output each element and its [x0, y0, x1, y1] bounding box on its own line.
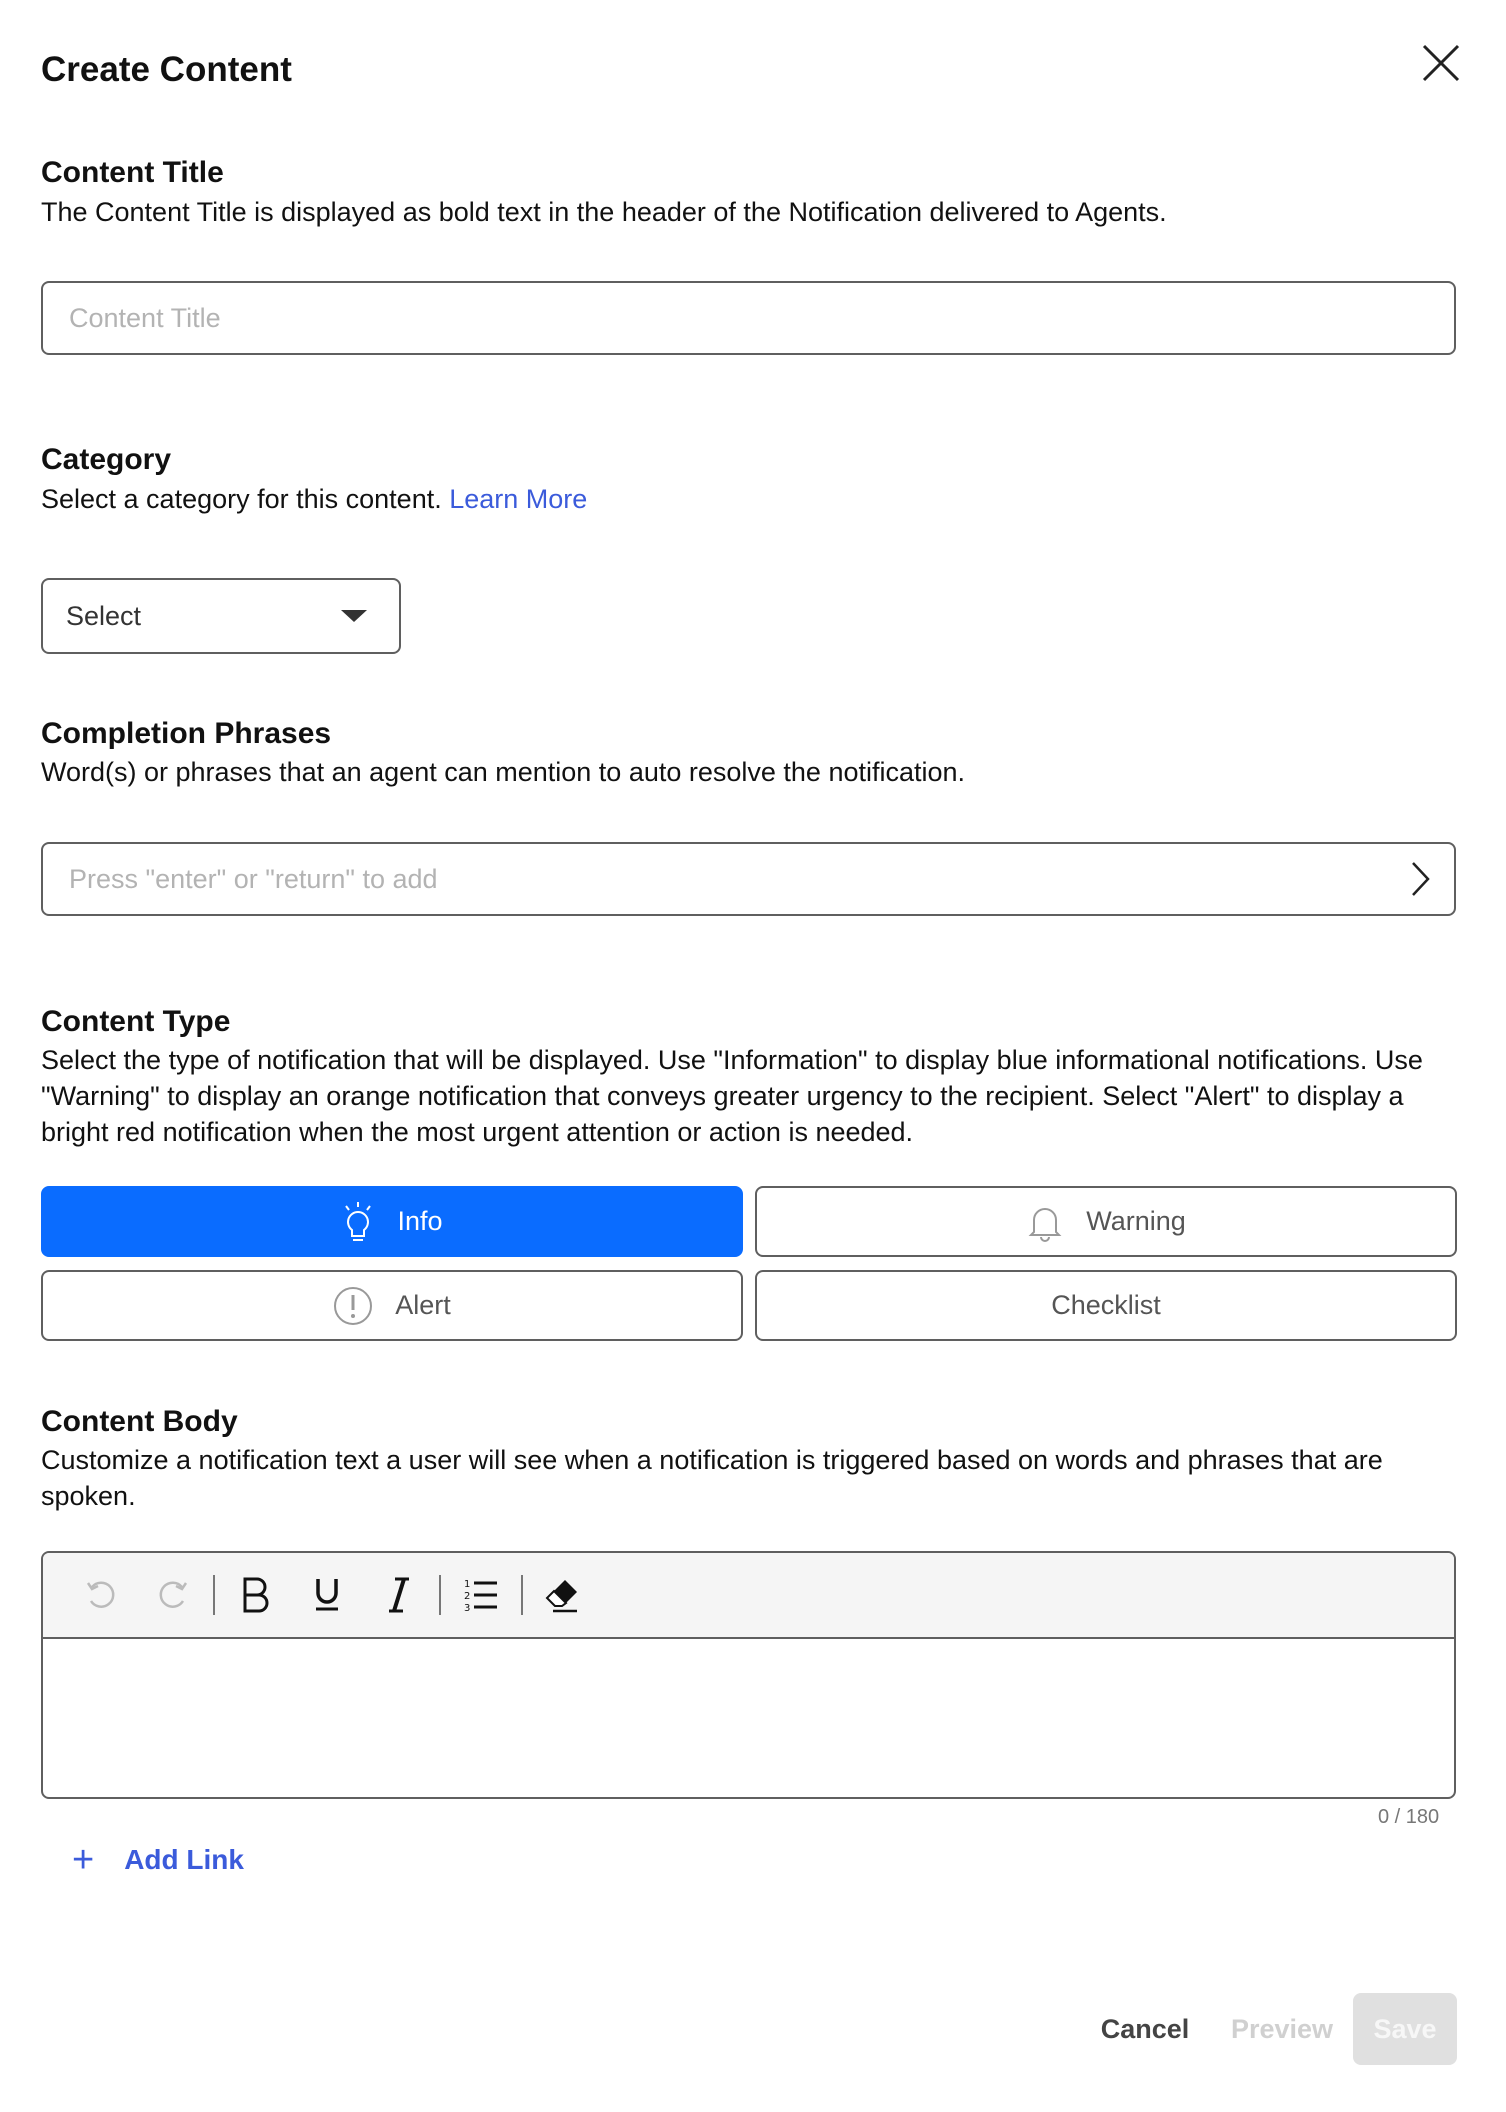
toolbar-divider — [521, 1575, 523, 1615]
completion-phrases-heading: Completion Phrases — [41, 717, 332, 750]
completion-phrases-description: Word(s) or phrases that an agent can mention to auto resolve the notification. — [41, 757, 966, 787]
add-link-label: Add Link — [124, 1844, 244, 1875]
completion-phrases-input[interactable] — [41, 842, 1456, 916]
content-type-description: Select the type of notification that will be displayed. Use "Information" to display blue informational notifications. Use "Warning" to display an orange notification that conveys greater urgency to the recipient. Select "Alert" to display a bright red notification when the most urgent attention or action is needed. — [41, 1045, 1423, 1147]
underline-button[interactable] — [291, 1565, 363, 1625]
category-select[interactable] — [41, 578, 401, 654]
content-body-description: Customize a notification text a user will see when a notification is triggered based on words and phrases that are spoken. — [41, 1445, 1383, 1511]
lightbulb-icon — [341, 1200, 375, 1244]
exclamation-circle-icon — [333, 1286, 373, 1326]
undo-icon — [83, 1577, 119, 1613]
content-body-heading: Content Body — [41, 1405, 238, 1438]
chevron-down-icon — [341, 610, 367, 622]
content-type-checklist-button[interactable] — [755, 1270, 1457, 1341]
content-title-input[interactable] — [41, 281, 1456, 355]
editor-toolbar — [43, 1553, 1454, 1639]
numbered-list-icon — [461, 1575, 501, 1615]
redo-button[interactable] — [137, 1565, 209, 1625]
plus-icon: + — [72, 1839, 95, 1881]
completion-phrases-placeholder: Press "enter" or "return" to add — [69, 863, 438, 894]
editor-text-area[interactable] — [43, 1639, 1454, 1799]
content-title-placeholder: Content Title — [69, 302, 221, 333]
add-link-button[interactable] — [72, 1841, 244, 1879]
bell-icon — [1026, 1202, 1064, 1242]
category-select-value: Select — [66, 600, 142, 631]
content-title-heading: Content Title — [41, 156, 224, 189]
svg-text:1: 1 — [464, 1579, 471, 1590]
page-title: Create Content — [41, 50, 292, 89]
content-title-description: The Content Title is displayed as bold text in the header of the Notification delivered to Agents. — [41, 197, 1167, 227]
character-counter: 0 / 180 — [1378, 1806, 1440, 1828]
svg-text:2: 2 — [464, 1591, 471, 1602]
redo-icon — [155, 1577, 191, 1613]
underline-icon — [309, 1575, 345, 1615]
content-body-editor[interactable] — [41, 1551, 1456, 1799]
italic-icon — [381, 1575, 417, 1615]
toolbar-divider — [213, 1575, 215, 1615]
preview-button[interactable]: Preview — [1230, 2013, 1334, 2044]
close-icon[interactable] — [1418, 40, 1464, 86]
content-type-checklist-label: Checklist — [1051, 1290, 1161, 1320]
save-button[interactable]: Save — [1353, 1993, 1457, 2065]
category-description-text: Select a category for this content. — [41, 484, 442, 514]
toolbar-divider — [439, 1575, 441, 1615]
chevron-right-icon[interactable] — [1408, 859, 1432, 899]
bold-icon — [237, 1575, 273, 1615]
content-type-warning-label: Warning — [1086, 1206, 1186, 1236]
category-heading: Category — [41, 443, 172, 476]
category-description — [41, 481, 587, 517]
bold-button[interactable] — [219, 1565, 291, 1625]
content-type-warning-button[interactable] — [755, 1186, 1457, 1257]
content-type-info-label: Info — [397, 1206, 443, 1236]
content-type-info-button[interactable] — [41, 1186, 743, 1257]
content-type-alert-label: Alert — [395, 1290, 451, 1320]
undo-button[interactable] — [65, 1565, 137, 1625]
eraser-icon — [543, 1575, 583, 1615]
svg-text:3: 3 — [464, 1603, 471, 1614]
italic-button[interactable] — [363, 1565, 435, 1625]
content-type-alert-button[interactable] — [41, 1270, 743, 1341]
cancel-button[interactable]: Cancel — [1100, 2013, 1190, 2044]
numbered-list-button[interactable] — [445, 1565, 517, 1625]
content-type-heading: Content Type — [41, 1005, 231, 1038]
clear-formatting-button[interactable] — [527, 1565, 599, 1625]
learn-more-link[interactable]: Learn More — [449, 484, 588, 514]
